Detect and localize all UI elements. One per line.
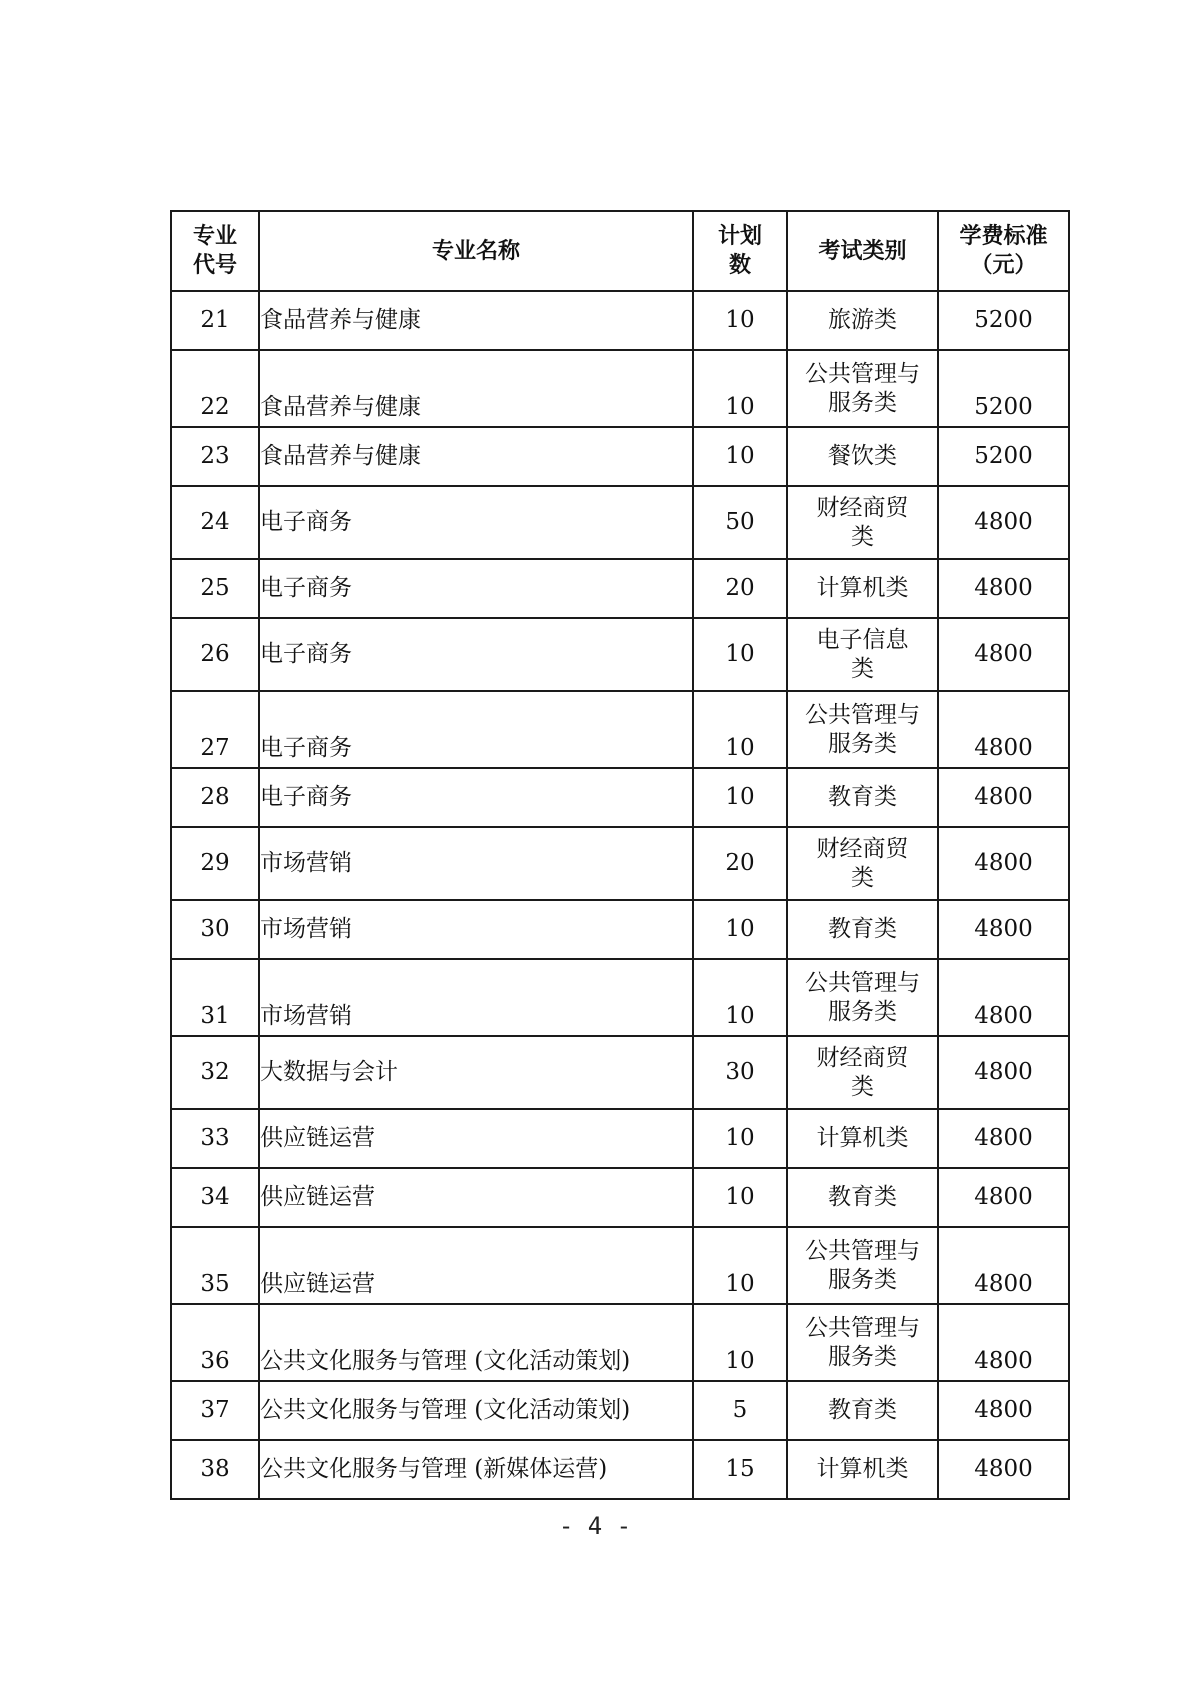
plan-count-cell: 10 [693, 350, 787, 427]
exam-category-line: 服务类 [828, 998, 897, 1025]
major-code-cell: 25 [171, 559, 259, 618]
header-exam-category-text: 考试类别 [818, 238, 907, 264]
tuition-fee-cell: 4800 [938, 1168, 1069, 1227]
plan-count-cell: 15 [693, 1440, 787, 1499]
major-code-cell: 21 [171, 291, 259, 350]
major-name-cell: 电子商务 [259, 768, 693, 827]
major-name-cell: 电子商务 [259, 618, 693, 691]
major-code-cell: 35 [171, 1227, 259, 1304]
exam-category-line: 公共管理与 [805, 1314, 920, 1341]
tuition-fee-cell: 4800 [938, 691, 1069, 768]
table-row [171, 1109, 1069, 1168]
exam-category-line: 教育类 [828, 1184, 897, 1210]
exam-category-line: 服务类 [828, 1266, 897, 1293]
major-name-cell: 市场营销 [259, 827, 693, 900]
plan-count-cell: 30 [693, 1036, 787, 1109]
exam-category-line: 类 [851, 655, 874, 682]
tuition-fee-cell: 4800 [938, 486, 1069, 559]
plan-count-cell: 10 [693, 427, 787, 486]
table-row [171, 1168, 1069, 1227]
plan-count-cell: 10 [693, 1304, 787, 1381]
tuition-fee-cell: 5200 [938, 291, 1069, 350]
plan-count-cell: 10 [693, 291, 787, 350]
tuition-fee-cell: 4800 [938, 1381, 1069, 1440]
tuition-fee-cell: 4800 [938, 827, 1069, 900]
exam-category-line: 服务类 [828, 730, 897, 757]
header-tuition-fee [938, 211, 1069, 291]
major-code-cell: 33 [171, 1109, 259, 1168]
major-name-cell: 电子商务 [259, 691, 693, 768]
header-plan-count-text: 计划 数 [717, 224, 762, 278]
header-exam-category [787, 211, 938, 291]
exam-category-line: 教育类 [828, 916, 897, 942]
tuition-fee-cell: 4800 [938, 959, 1069, 1036]
major-name-cell: 食品营养与健康 [259, 427, 693, 486]
exam-category-line: 电子信息 [816, 626, 909, 653]
major-name-cell: 大数据与会计 [259, 1036, 693, 1109]
major-name-cell: 市场营销 [259, 959, 693, 1036]
table-row [171, 1227, 1069, 1304]
major-code-cell: 29 [171, 827, 259, 900]
table-row [171, 827, 1069, 900]
plan-count-cell: 20 [693, 559, 787, 618]
exam-category-line: 服务类 [828, 389, 897, 416]
major-code-cell: 37 [171, 1381, 259, 1440]
exam-category-line: 计算机类 [816, 1456, 909, 1482]
major-code-cell: 32 [171, 1036, 259, 1109]
header-major-code [171, 211, 259, 291]
tuition-fee-cell: 4800 [938, 1036, 1069, 1109]
tuition-fee-cell: 5200 [938, 427, 1069, 486]
exam-category-cell [787, 1440, 938, 1499]
tuition-fee-cell: 4800 [938, 768, 1069, 827]
exam-category-line: 服务类 [828, 1343, 897, 1370]
exam-category-line: 教育类 [828, 784, 897, 810]
exam-category-cell [787, 1227, 938, 1304]
exam-category-line: 财经商贸 [816, 1044, 909, 1071]
tuition-fee-cell: 4800 [938, 1304, 1069, 1381]
major-code-cell: 27 [171, 691, 259, 768]
exam-category-line: 计算机类 [816, 1125, 909, 1151]
exam-category-line: 计算机类 [816, 575, 909, 601]
major-code-cell: 38 [171, 1440, 259, 1499]
exam-category-cell [787, 427, 938, 486]
exam-category-cell [787, 1304, 938, 1381]
table-row [171, 900, 1069, 959]
table-row [171, 1036, 1069, 1109]
exam-category-cell [787, 691, 938, 768]
plan-count-cell: 10 [693, 1227, 787, 1304]
major-code-cell: 22 [171, 350, 259, 427]
exam-category-cell [787, 486, 938, 559]
table-row [171, 1304, 1069, 1381]
major-name-cell: 电子商务 [259, 486, 693, 559]
table-row [171, 768, 1069, 827]
major-code-cell: 30 [171, 900, 259, 959]
plan-count-cell: 10 [693, 1168, 787, 1227]
header-major-name-text: 专业名称 [431, 238, 520, 264]
table-header-row [171, 211, 1069, 291]
plan-count-cell: 10 [693, 691, 787, 768]
major-code-cell: 34 [171, 1168, 259, 1227]
exam-category-line: 餐饮类 [828, 443, 897, 469]
exam-category-line: 类 [851, 1073, 874, 1100]
exam-category-cell [787, 900, 938, 959]
exam-category-line: 公共管理与 [805, 1237, 920, 1264]
exam-category-line: 财经商贸 [816, 835, 909, 862]
table-row [171, 427, 1069, 486]
major-name-cell: 食品营养与健康 [259, 291, 693, 350]
table-row [171, 1440, 1069, 1499]
table-row [171, 350, 1069, 427]
exam-category-line: 公共管理与 [805, 360, 920, 387]
exam-category-line: 旅游类 [828, 307, 897, 333]
tuition-fee-cell: 4800 [938, 1109, 1069, 1168]
exam-category-cell [787, 559, 938, 618]
tuition-fee-cell: 4800 [938, 618, 1069, 691]
exam-category-cell [787, 350, 938, 427]
page-number: - 4 - [558, 1512, 632, 1540]
major-name-cell: 食品营养与健康 [259, 350, 693, 427]
major-code-cell: 31 [171, 959, 259, 1036]
table-row [171, 486, 1069, 559]
major-name-cell: 公共文化服务与管理 (新媒体运营) [259, 1440, 693, 1499]
exam-category-line: 类 [851, 523, 874, 550]
tuition-fee-cell: 4800 [938, 1227, 1069, 1304]
major-code-cell: 23 [171, 427, 259, 486]
major-code-cell: 36 [171, 1304, 259, 1381]
plan-count-cell: 10 [693, 900, 787, 959]
exam-category-cell [787, 1109, 938, 1168]
exam-category-cell [787, 618, 938, 691]
exam-category-line: 教育类 [828, 1397, 897, 1423]
major-name-cell: 公共文化服务与管理 (文化活动策划) [259, 1381, 693, 1440]
header-tuition-fee-text: 学费标准 （元） [959, 224, 1048, 278]
major-code-cell: 26 [171, 618, 259, 691]
major-code-cell: 24 [171, 486, 259, 559]
enrollment-plan-table [170, 210, 1070, 1500]
plan-count-cell: 10 [693, 768, 787, 827]
exam-category-line: 公共管理与 [805, 969, 920, 996]
major-name-cell: 电子商务 [259, 559, 693, 618]
major-name-cell: 供应链运营 [259, 1109, 693, 1168]
exam-category-cell [787, 291, 938, 350]
table-row [171, 1381, 1069, 1440]
tuition-fee-cell: 4800 [938, 900, 1069, 959]
plan-count-cell: 5 [693, 1381, 787, 1440]
exam-category-line: 类 [851, 864, 874, 891]
table-row [171, 959, 1069, 1036]
tuition-fee-cell: 5200 [938, 350, 1069, 427]
major-name-cell: 供应链运营 [259, 1168, 693, 1227]
header-major-name [259, 211, 693, 291]
exam-category-line: 财经商贸 [816, 494, 909, 521]
exam-category-line: 公共管理与 [805, 701, 920, 728]
table-row [171, 291, 1069, 350]
table-row [171, 618, 1069, 691]
exam-category-cell [787, 768, 938, 827]
major-code-cell: 28 [171, 768, 259, 827]
plan-count-cell: 10 [693, 959, 787, 1036]
major-name-cell: 市场营销 [259, 900, 693, 959]
exam-category-cell [787, 827, 938, 900]
major-name-cell: 供应链运营 [259, 1227, 693, 1304]
exam-category-cell [787, 1036, 938, 1109]
plan-count-cell: 20 [693, 827, 787, 900]
plan-count-cell: 10 [693, 1109, 787, 1168]
plan-count-cell: 10 [693, 618, 787, 691]
header-major-code-text: 专业 代号 [192, 224, 237, 278]
table-row [171, 559, 1069, 618]
header-plan-count [693, 211, 787, 291]
tuition-fee-cell: 4800 [938, 559, 1069, 618]
table-body [171, 291, 1069, 1499]
exam-category-cell [787, 1168, 938, 1227]
tuition-fee-cell: 4800 [938, 1440, 1069, 1499]
table-row [171, 691, 1069, 768]
exam-category-cell [787, 959, 938, 1036]
exam-category-cell [787, 1381, 938, 1440]
plan-count-cell: 50 [693, 486, 787, 559]
major-name-cell: 公共文化服务与管理 (文化活动策划) [259, 1304, 693, 1381]
